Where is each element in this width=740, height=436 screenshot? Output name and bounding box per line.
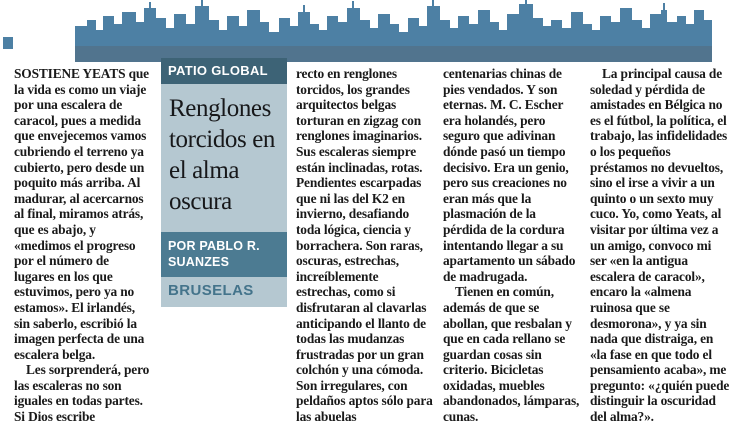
article-paragraph: Les sorprenderá, pero las escaleras no son iguales en todas partes. Si Dios escribe [14,362,150,425]
city-skyline-graphic [0,0,712,62]
article-paragraph: centenarias chinas de pies vendados. Y son eternas. M. C. Escher era holandés, pero seguro que adivinan dónde pasó un tiempo decisivo. Era un genio, pero sus creaciones no eran más que la plasmación de la pérdida de la cordura intentando llegar a su apartamento un sábado de madrugada. [443,66,576,284]
headline-block [161,58,287,425]
article-paragraph: Tienen en común, además de que se abollan, que resbalan y que en cada rellano se guardan cosas sin criterio. Bicicletas oxidadas, muebles abandonados, lámparas, cunas. [443,284,580,425]
article-dateline: BRUSELAS [161,277,287,307]
text-column [590,66,730,425]
article-body [14,63,730,425]
section-kicker: PATIO GLOBAL [161,58,287,84]
text-column [14,66,152,425]
article-paragraph: recto en renglones torcidos, los grandes arquitectos belgas torturan en zigzag con renglones imaginarios. Sus escaleras siempre están inclinadas, rotas. Pendientes escarpadas que ni las del K2 en invierno, desafiando toda lógica, ciencia y borrachera. Son raras, oscuras, estrechas, increíblemente estrechas, como si disfrutaran al clavarlas anticipando el llanto de todas las mudanzas frustradas por un gran colchón y una cómoda. Son irregulares, con peldaños aptos sólo para las abuelas [296,66,433,425]
article-headline: Renglones torcidos en el alma oscura [169,95,275,215]
article-paragraph: SOSTIENE YEATS que la vida es como un viaje por una escalera de caracol, pues a medida que envejecemos vamos cubriendo el terreno ya cubierto, pero desde un poquito más arriba. Al madurar, al acercarnos al final, miramos atrás, que es abajo, y «medimos el progreso por el número de lugares en los que estuvimos, pero ya no estamos». El irlandés, sin saberlo, escribió la imagen perfecta de una escalera belga. [14,66,149,362]
text-column [296,66,434,425]
article-byline: POR PABLO R. SUANZES [161,232,287,277]
article-paragraph: La principal causa de soledad y pérdida de amistades en Bélgica no es el fútbol, la política, el trabajo, las infidelidades o los pequeños préstamos no devueltos, sino el irse a vivir a un quinto o un sexto muy cuco. Yo, como Yeats, al visitar por última vez a un amigo, convoco mi ser «en la antigua escalera de caracol», encaro la «almena ruinosa que se desmorona», y ya sin nada que distraiga, en «la fase en que todo el pensamiento acaba», me pregunto: «¿quién puede distinguir la oscuridad del alma?». [590,66,730,425]
headline-panel [161,84,287,232]
text-column [443,66,581,425]
